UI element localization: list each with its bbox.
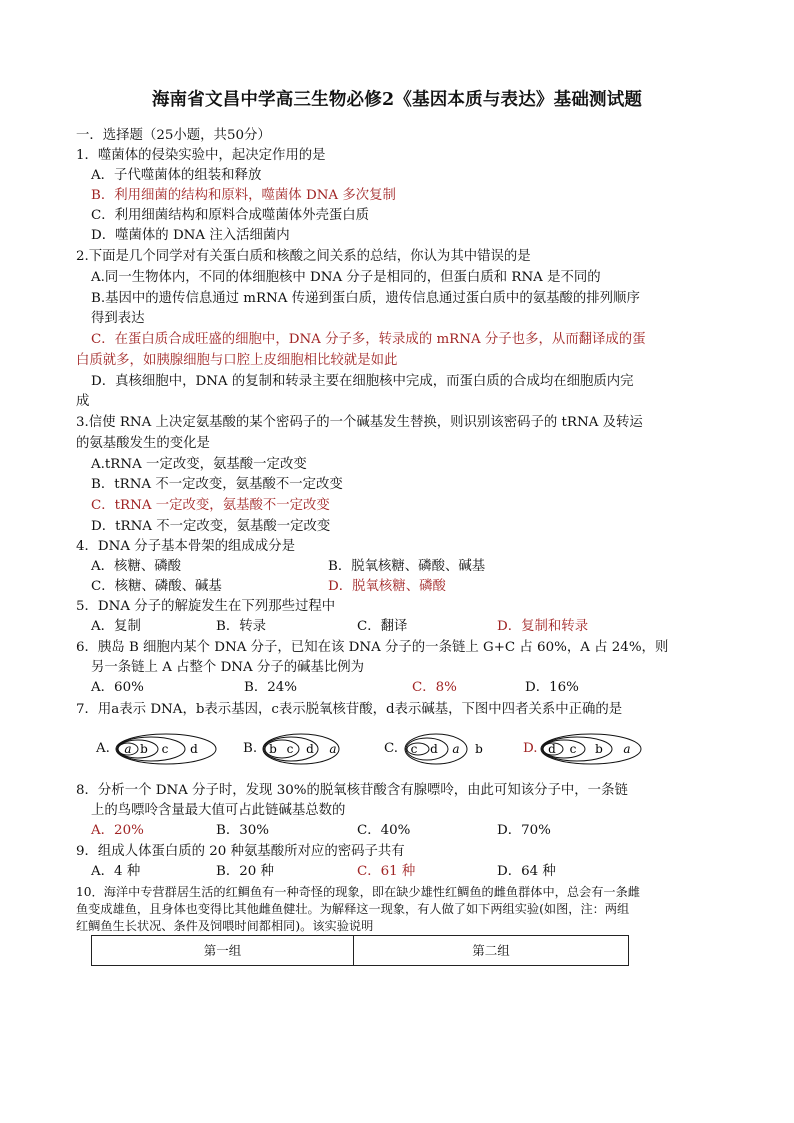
q6-option-a: A．60% xyxy=(91,680,144,695)
q6-stem-line2: 另一条链上 A 占整个 DNA 分子的碱基比例为 xyxy=(91,660,365,675)
q3-stem-line1: 3.信使 RNA 上决定氨基酸的某个密码子的一个碱基发生替换，则识别该密码子的 tRNA 及转运 xyxy=(76,415,643,430)
q4-option-a: A．核糖、磷酸 xyxy=(91,559,182,574)
page-title: 海南省文昌中学高三生物必修2《基因本质与表达》基础测试题 xyxy=(151,90,643,110)
section-heading: 一．选择题（25小题，共50分） xyxy=(76,128,271,143)
q8-stem-line1: 8．分析一个 DNA 分子时，发现 30%的脱氧核苷酸含有腺嘌呤，由此可知该分子中，一条链 xyxy=(76,783,628,798)
q6-stem-line1: 6．胰岛 B 细胞内某个 DNA 分子，已知在该 DNA 分子的一条链上 G+C 占 60%，A 占 24%，则 xyxy=(76,640,669,655)
q8-option-c: C．40% xyxy=(357,823,411,838)
q1-option-c: C．利用细菌结构和原料合成噬菌体外壳蛋白质 xyxy=(91,208,370,223)
q7-d-letter-3: b xyxy=(595,742,603,756)
q8-stem-line2: 上的鸟嘌呤含量最大值可占此链碱基总数的 xyxy=(91,803,346,818)
q9-option-b: B．20 种 xyxy=(216,864,274,879)
q7-option-a xyxy=(96,732,216,766)
q9-option-c: C．61 种 xyxy=(357,864,416,879)
q4-option-d: D．脱氧核糖、磷酸 xyxy=(328,579,446,594)
q5-option-d: D．复制和转录 xyxy=(497,619,589,634)
q7-b-letter-3: d xyxy=(306,742,314,756)
nested-ellipse-diagram-c xyxy=(402,732,512,766)
q5-option-c: C．翻译 xyxy=(357,619,408,634)
q7-diagram-row xyxy=(96,732,656,766)
q6-option-c: C．8% xyxy=(412,680,457,695)
q10-stem-line3: 红鲷鱼生长状况、条件及饲喂时间都相同)。该实验说明 xyxy=(76,919,374,933)
q2-option-b-line2: 得到表达 xyxy=(91,311,145,326)
nested-ellipse-diagram-d xyxy=(539,732,651,766)
q9-stem: 9．组成人体蛋白质的 20 种氨基酸所对应的密码子共有 xyxy=(76,844,405,859)
q6-option-d: D．16% xyxy=(525,680,579,695)
q3-option-d: D．tRNA 不一定改变，氨基酸一定改变 xyxy=(91,519,331,534)
q4-option-c: C．核糖、磷酸、碱基 xyxy=(91,579,222,594)
q10-experiment-table xyxy=(91,935,629,966)
q9-option-d: D．64 种 xyxy=(497,864,556,879)
q7-d-letter-4: a xyxy=(623,742,631,756)
q4-stem: 4．DNA 分子基本骨架的组成成分是 xyxy=(76,539,295,554)
q7-c-letter-3: a xyxy=(452,742,460,756)
q2-option-c-line1: C．在蛋白质合成旺盛的细胞中，DNA 分子多，转录成的 mRNA 分子也多，从而翻译成的蛋 xyxy=(91,332,646,347)
q7-b-letter-4: a xyxy=(329,742,337,756)
q2-option-a: A.同一生物体内，不同的体细胞核中 DNA 分子是相同的，但蛋白质和 RNA 是不同的 xyxy=(91,270,601,285)
q6-option-b: B．24% xyxy=(244,680,297,695)
table-header-group-1: 第一组 xyxy=(203,943,242,958)
q7-a-letter-4: d xyxy=(190,742,198,756)
q8-option-d: D．70% xyxy=(497,823,551,838)
q7-option-a-label: A. xyxy=(96,741,110,756)
q7-option-c xyxy=(384,732,504,766)
q3-option-a: A.tRNA 一定改变，氨基酸一定改变 xyxy=(91,457,307,472)
q7-option-d xyxy=(523,732,658,766)
q4-option-b: B．脱氧核糖、磷酸、碱基 xyxy=(328,559,486,574)
q10-stem-line2: 鱼变成雄鱼，且身体也变得比其他雌鱼健壮。为解释这一现象，有人做了如下两组实验(如图，注：两组 xyxy=(76,902,630,916)
q7-c-letter-1: c xyxy=(410,742,418,756)
q9-option-a: A．4 种 xyxy=(91,864,141,879)
q2-option-d-line2: 成 xyxy=(76,394,90,409)
nested-ellipse-diagram-b xyxy=(261,732,371,766)
q7-option-c-label: C. xyxy=(384,741,399,756)
q7-a-letter-1: a xyxy=(124,742,132,756)
q1-option-b: B．利用细菌的结构和原料，噬菌体 DNA 多次复制 xyxy=(91,188,396,203)
q7-b-letter-1: b xyxy=(269,742,277,756)
q1-option-d: D．噬菌体的 DNA 注入活细菌内 xyxy=(91,228,290,243)
q3-option-b: B．tRNA 不一定改变，氨基酸不一定改变 xyxy=(91,477,343,492)
q5-option-b: B．转录 xyxy=(216,619,267,634)
q7-a-letter-2: b xyxy=(140,742,148,756)
q7-d-letter-1: d xyxy=(548,742,556,756)
q3-stem-line2: 的氨基酸发生的变化是 xyxy=(76,436,210,451)
q5-option-a: A．复制 xyxy=(91,619,141,634)
q7-option-b-label: B. xyxy=(243,741,258,756)
q7-option-d-label: D. xyxy=(523,741,538,756)
q7-c-letter-2: d xyxy=(430,742,438,756)
q7-a-letter-3: c xyxy=(161,742,169,756)
q2-option-b-line1: B.基因中的遗传信息通过 mRNA 传递到蛋白质，遗传信息通过蛋白质中的氨基酸的排列顺序 xyxy=(91,291,640,306)
q7-c-letter-4: b xyxy=(475,742,483,756)
q3-option-c: C．tRNA 一定改变，氨基酸不一定改变 xyxy=(91,498,330,513)
nested-ellipse-diagram-a xyxy=(114,732,224,766)
q2-stem: 2.下面是几个同学对有关蛋白质和核酸之间关系的总结，你认为其中错误的是 xyxy=(76,249,531,264)
q8-option-a: A．20% xyxy=(91,823,144,838)
q7-d-letter-2: c xyxy=(569,742,577,756)
q1-option-a: A．子代噬菌体的组装和释放 xyxy=(91,168,262,183)
q7-option-b xyxy=(243,732,363,766)
q1-stem: 1．噬菌体的侵染实验中，起决定作用的是 xyxy=(76,148,326,163)
q7-stem: 7．用a表示 DNA，b表示基因，c表示脱氧核苷酸，d表示碱基，下图中四者关系中正确的是 xyxy=(76,702,623,717)
q2-option-c-line2: 白质就多，如胰腺细胞与口腔上皮细胞相比较就是如此 xyxy=(76,353,398,368)
q2-option-d-line1: D．真核细胞中，DNA 的复制和转录主要在细胞核中完成，而蛋白质的合成均在细胞质内完 xyxy=(91,374,634,389)
q10-stem-line1: 10．海洋中专营群居生活的红鲷鱼有一种奇怪的现象，即在缺少雄性红鲷鱼的雌鱼群体中，总会有一条雌 xyxy=(76,885,640,899)
q5-stem: 5．DNA 分子的解旋发生在下列那些过程中 xyxy=(76,599,336,614)
table-header-group-2: 第二组 xyxy=(472,943,510,958)
q7-b-letter-2: c xyxy=(286,742,294,756)
q8-option-b: B．30% xyxy=(216,823,269,838)
